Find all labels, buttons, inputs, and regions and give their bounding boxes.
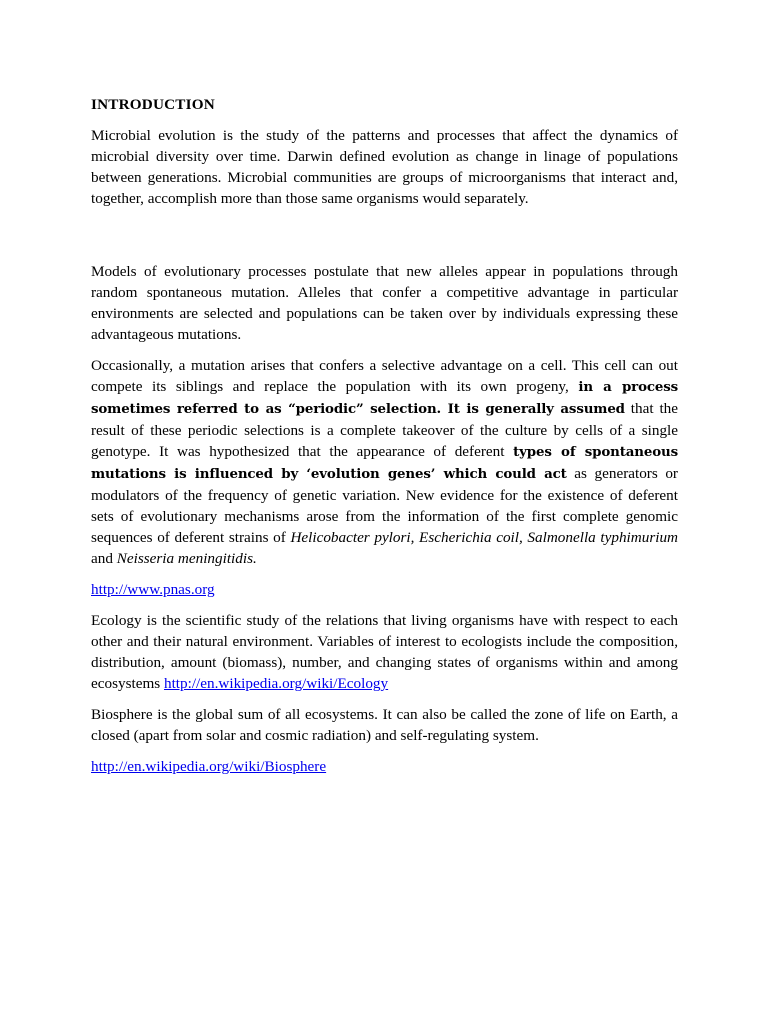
bold-text-run: in a process sometimes referred to as “periodic” selection. It is generally assumed [91,379,679,417]
paragraph-evolutionary-models: Models of evolutionary processes postulate that new alleles appear in populations through random spontaneous mutation. Alleles that confer a competitive advantage in particular environments are selected and populations can be taken over by individuals expressing these advantageous mutations. [91,263,678,343]
text-run: and [91,550,113,567]
document-page [91,94,678,777]
paragraph-microbial-evolution: Microbial evolution is the study of the patterns and processes that affect the dynamics of microbial diversity over time. Darwin defined evolution as change in linage of populations between generations. Microbial communities are groups of microorganisms that interact and, together, accomplish more than those same organisms would separately. [91,127,678,207]
species-name: Neisseria meningitidis. [116,550,257,567]
spacer [91,694,678,704]
paragraph-biosphere: Biosphere is the global sum of all ecosystems. It can also be called the zone of life on Earth, a closed (apart from solar and cosmic radiation) and self-regulating system. [91,706,678,744]
species-names: Helicobacter pylori, Escherichia coil, Salmonella typhimurium [290,529,679,546]
paragraph-link-biosphere [91,756,678,777]
text-run: Occasionally, a mutation arises that confers a selective advantage on a cell. This cell can out compete its siblings and replace the population with its own progeny, [91,357,678,395]
section-heading: INTRODUCTION [91,96,215,113]
spacer [91,746,678,756]
biosphere-link[interactable]: http://en.wikipedia.org/wiki/Biosphere [91,758,327,775]
spacer [91,345,678,355]
paragraph-ecology [91,610,678,694]
spacer [91,600,678,610]
paragraph-periodic-selection [91,355,678,569]
paragraph-link-pnas [91,579,678,600]
pnas-link[interactable]: http://www.pnas.org [91,581,215,598]
text-run: as generators or modulators of the frequency of genetic variation. New evidence for the existence of deferent sets of evolutionary mechanisms arose from the information of the first complete genomic sequences of deferent strains of [91,465,678,546]
spacer [91,569,678,579]
ecology-link[interactable]: http://en.wikipedia.org/wiki/Ecology [163,675,389,692]
bold-text-run: types of spontaneous mutations is influenced by ‘evolution genes’ which could act [91,444,679,482]
text-run: that the result of these periodic selections is a complete takeover of the culture by cells of a single genotype. It was hypothesized that the appearance of deferent [91,400,679,460]
spacer [91,209,678,261]
ecology-text: Ecology is the scientific study of the relations that living organisms have with respect to each other and their natural environment. Variables of interest to ecologists include the composition, distribution, amount (biomass), number, and changing states of organisms within and among ecosystems [91,612,678,692]
